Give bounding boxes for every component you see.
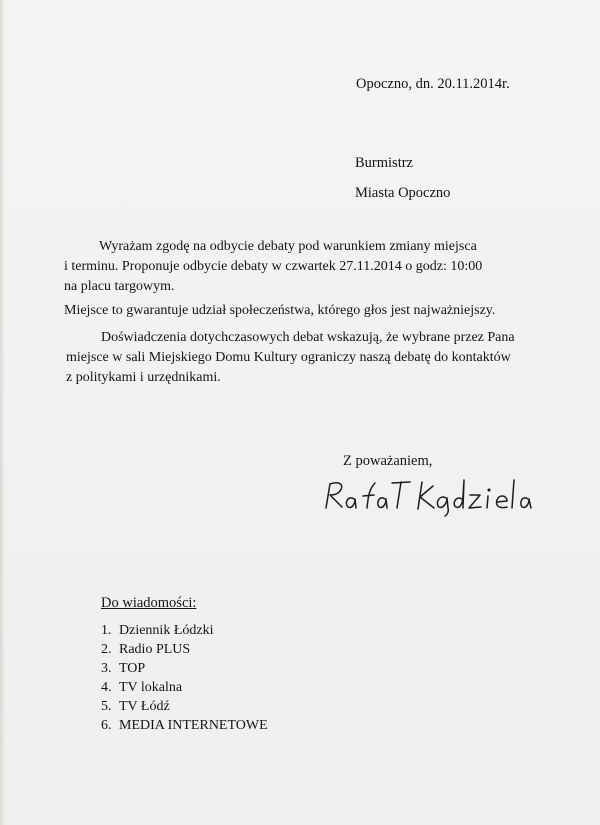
cc-item-name: TV lokalna	[119, 680, 183, 695]
cc-item-name: Radio PLUS	[119, 642, 191, 657]
cc-item-number: 5.	[101, 699, 112, 714]
cc-list-item	[101, 697, 268, 716]
cc-header: Do wiadomości:	[101, 595, 197, 611]
handwritten-signature	[318, 474, 540, 518]
page-edge-shadow	[0, 0, 5, 825]
cc-list-item	[101, 640, 268, 659]
closing-salutation: Z poważaniem,	[343, 453, 433, 469]
paragraph-consent-line-3: na placu targowym.	[64, 279, 175, 294]
paragraph-consent-line-1: Wyrażam zgodę na odbycie debaty pod warunkiem zmiany miejsca	[99, 239, 477, 254]
dateline: Opoczno, dn. 20.11.2014r.	[356, 76, 510, 92]
cc-item-name: Dziennik Łódzki	[119, 623, 214, 638]
paragraph-experience-line-2: miejsce w sali Miejskiego Domu Kultury ograniczy naszą debatę do kontaktów	[66, 350, 511, 365]
cc-list-item	[101, 621, 268, 640]
paragraph-consent-line-2: i terminu. Proponuje odbycie debaty w czwartek 27.11.2014 o godz: 10:00	[64, 259, 483, 274]
cc-list	[101, 621, 268, 735]
cc-item-number: 6.	[101, 718, 112, 733]
paragraph-consent	[64, 237, 511, 297]
cc-item-name: TOP	[119, 661, 146, 676]
paragraph-guarantee	[64, 301, 511, 321]
cc-item-number: 3.	[101, 661, 112, 676]
cc-list-item	[101, 716, 268, 735]
paragraph-experience-line-1: Doświadczenia dotychczasowych debat wskazują, że wybrane przez Pana	[101, 330, 515, 345]
cc-item-number: 1.	[101, 623, 112, 638]
cc-item-number: 2.	[101, 642, 112, 657]
cc-item-name: MEDIA INTERNETOWE	[119, 718, 268, 733]
cc-list-item	[101, 659, 268, 678]
recipient-office: Miasta Opoczno	[355, 185, 451, 201]
cc-item-number: 4.	[101, 680, 112, 695]
cc-list-item	[101, 678, 268, 697]
recipient-title: Burmistrz	[355, 155, 413, 171]
cc-item-name: TV Łódź	[119, 699, 170, 714]
paragraph-guarantee-line: Miejsce to gwarantuje udział społeczeństwa, którego głos jest najważniejszy.	[64, 303, 496, 318]
paragraph-experience	[66, 328, 515, 388]
paragraph-experience-line-3: z politykami i urzędnikami.	[66, 370, 221, 385]
